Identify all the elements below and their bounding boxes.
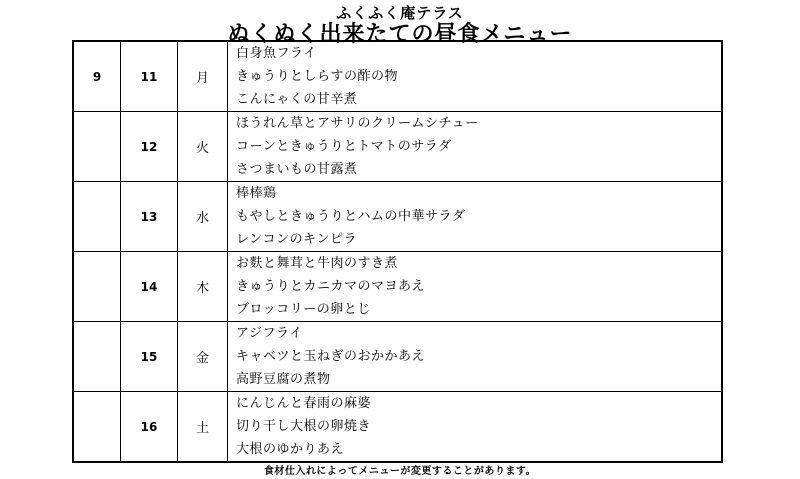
dish-item: ほうれん草とアサリのクリームシチュー xyxy=(236,116,479,131)
dish-item: お麩と舞茸と牛肉のすき煮 xyxy=(236,256,399,271)
menu-row xyxy=(73,392,722,463)
dish-item: コーンときゅうりとトマトのサラダ xyxy=(236,139,452,154)
dish-item: 大根のゆかりあえ xyxy=(236,442,345,457)
dish-item: キャベツと玉ねぎのおかかあえ xyxy=(236,349,426,364)
day-cell: 12 xyxy=(121,112,178,182)
dish-item: 棒棒鶏 xyxy=(236,186,277,201)
dishes-cell xyxy=(228,112,723,182)
day-cell: 15 xyxy=(121,322,178,392)
day-cell: 14 xyxy=(121,252,178,322)
dish-item: さつまいもの甘露煮 xyxy=(236,162,358,177)
dishes-cell xyxy=(228,182,723,252)
day-cell: 13 xyxy=(121,182,178,252)
menu-row xyxy=(73,252,722,322)
dishes-cell xyxy=(228,322,723,392)
dishes-cell xyxy=(228,41,723,112)
dish-item: ブロッコリーの卵とじ xyxy=(236,302,371,317)
weekday-cell: 木 xyxy=(178,252,228,322)
weekday-cell: 金 xyxy=(178,322,228,392)
dish-item: もやしときゅうりとハムの中華サラダ xyxy=(236,209,466,224)
dish-item: にんじんと春雨の麻婆 xyxy=(236,396,372,411)
dishes-cell xyxy=(228,392,723,463)
menu-row xyxy=(73,41,722,112)
menu-row xyxy=(73,322,722,392)
dish-item: きゅうりとしらすの酢の物 xyxy=(236,69,399,84)
month-cell: 9 xyxy=(73,41,121,112)
dish-item: きゅうりとカニカマのマヨあえ xyxy=(236,279,426,294)
dish-item: 高野豆腐の煮物 xyxy=(236,372,331,387)
month-cell xyxy=(73,252,121,322)
dish-item: レンコンのキンピラ xyxy=(236,232,358,247)
subtitle-heading: ふくふく庵テラス xyxy=(336,4,464,22)
month-cell xyxy=(73,392,121,463)
month-cell xyxy=(73,182,121,252)
weekday-cell: 水 xyxy=(178,182,228,252)
month-cell xyxy=(73,322,121,392)
footer-note: 食材仕入れによってメニューが変更することがあります。 xyxy=(263,466,537,477)
menu-row xyxy=(73,182,722,252)
month-cell xyxy=(73,112,121,182)
day-cell: 16 xyxy=(121,392,178,463)
weekday-cell: 火 xyxy=(178,112,228,182)
weekday-cell: 月 xyxy=(178,41,228,112)
dishes-cell xyxy=(228,252,723,322)
weekday-cell: 土 xyxy=(178,392,228,463)
dish-item: 白身魚フライ xyxy=(236,46,317,61)
day-cell: 11 xyxy=(121,41,178,112)
page-title: ぬくぬく出来たての昼食メニュー xyxy=(227,22,573,47)
dish-item: 切り干し大根の卵焼き xyxy=(236,419,372,434)
menu-table xyxy=(72,40,723,463)
dish-item: こんにゃくの甘辛煮 xyxy=(236,92,358,107)
dish-item: アジフライ xyxy=(236,326,303,341)
menu-row xyxy=(73,112,722,182)
